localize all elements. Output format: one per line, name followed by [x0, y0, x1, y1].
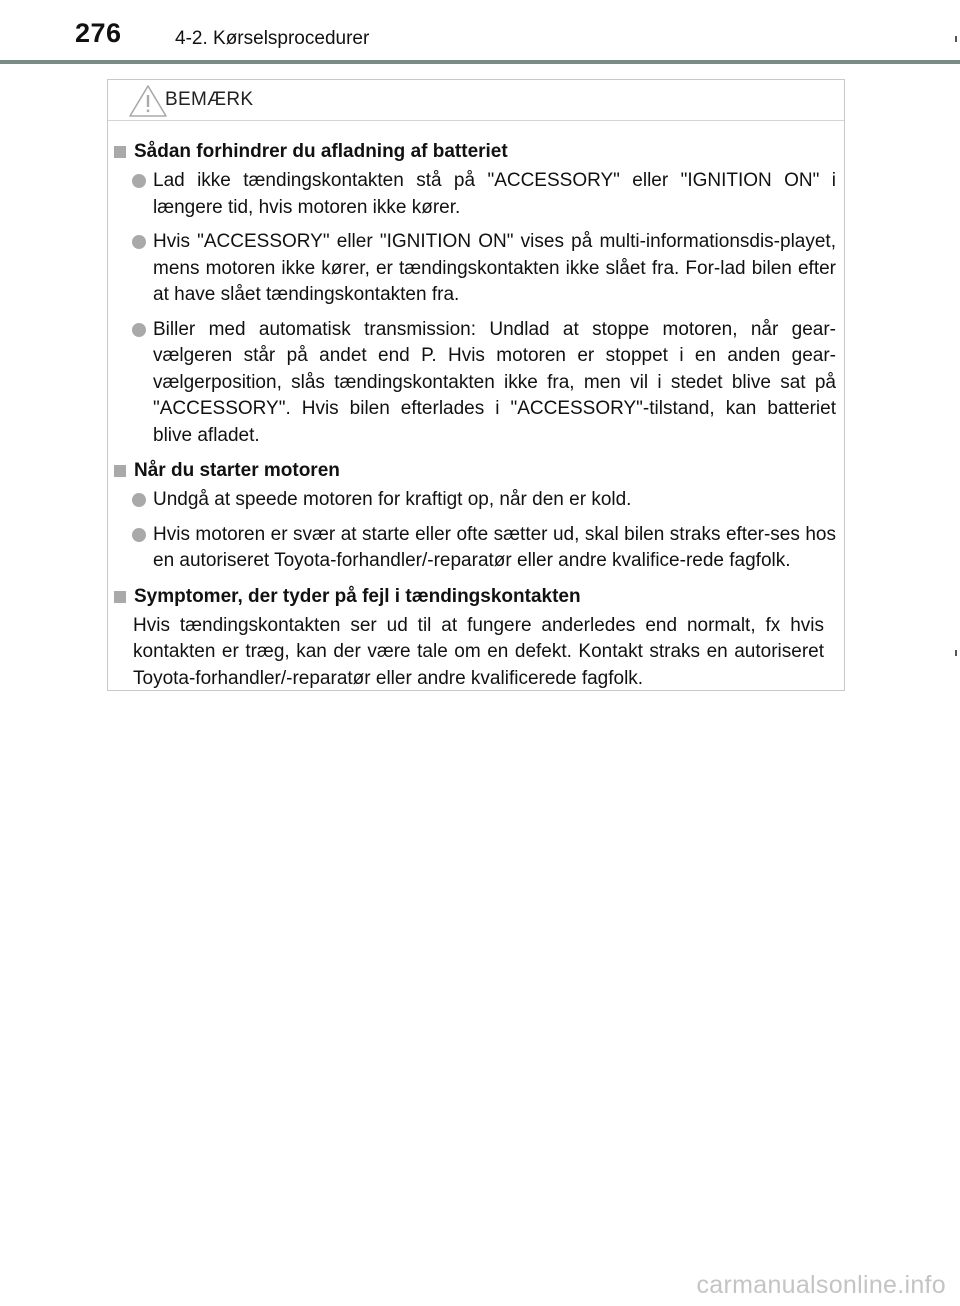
section-title: 4-2. Kørselsprocedurer: [175, 28, 370, 49]
notice-body: [108, 121, 844, 692]
square-bullet-icon: [114, 591, 126, 603]
list-item-text: Biller med automatisk transmission: Undlad at stoppe motoren, når gear-vælgeren står på andet end P. Hvis motoren er stoppet i en anden gear-vælgerposition, slås tændingskontakten ikke fra, men vil i stedet blive sat på "ACCESSORY". Hvis bilen efterlades i "ACCESSORY"-tilstand, kan batteriet blive afladet.: [153, 318, 836, 446]
list-item-text: Lad ikke tændingskontakten stå på "ACCESSORY" eller "IGNITION ON" i længere tid, hvis motoren ikke kører.: [153, 170, 836, 218]
list-item-text: Hvis motoren er svær at starte eller ofte sætter ud, skal bilen straks efter-ses hos en autoriseret Toyota-forhandler/-reparatør eller andre kvalifice-rede fagfolk.: [153, 523, 836, 571]
heading-text: Når du starter motoren: [134, 460, 340, 481]
circle-bullet-icon: [132, 323, 146, 337]
page-number: 276: [75, 18, 122, 48]
list-item: [108, 522, 836, 575]
notice-header: [108, 80, 844, 121]
heading-text: Symptomer, der tyder på fejl i tændingskontakten: [134, 585, 581, 607]
edge-tick: [955, 36, 957, 42]
square-bullet-icon: [114, 146, 126, 158]
section-heading: [108, 583, 836, 611]
header-divider: [0, 60, 960, 64]
list-item: [108, 168, 836, 221]
edge-tick: [955, 650, 957, 656]
page-header: [0, 0, 960, 64]
paragraph: Hvis tændingskontakten ser ud til at fungere anderledes end normalt, fx hvis kontakten er træg, kan der være tale om en defekt. Kontakt straks en autoriseret Toyota-forhandler/-reparatør eller andre kvalificerede fagfolk.: [133, 614, 824, 689]
heading-text: Sådan forhindrer du afladning af batteriet: [134, 141, 508, 162]
square-bullet-icon: [114, 465, 126, 477]
list-item-text: Undgå at speede motoren for kraftigt op, når den er kold.: [153, 489, 632, 510]
circle-bullet-icon: [132, 174, 146, 188]
warning-triangle-icon: [128, 84, 168, 118]
list-item-text: Hvis "ACCESSORY" eller "IGNITION ON" vises på multi-informationsdis-playet, mens motoren ikke kører, er tændingskontakten ikke slået fra. For-lad bilen efter at have slået tændingskontakten fra.: [153, 231, 836, 305]
list-item: [108, 229, 836, 309]
notice-title: BEMÆRK: [165, 89, 254, 110]
notice-box: [107, 79, 845, 691]
list-item: [108, 317, 836, 450]
list-item: [108, 487, 836, 514]
section-heading: [108, 457, 836, 485]
watermark: carmanualsonline.info: [696, 1271, 946, 1299]
circle-bullet-icon: [132, 493, 146, 507]
circle-bullet-icon: [132, 235, 146, 249]
circle-bullet-icon: [132, 528, 146, 542]
section-heading: [108, 138, 836, 166]
